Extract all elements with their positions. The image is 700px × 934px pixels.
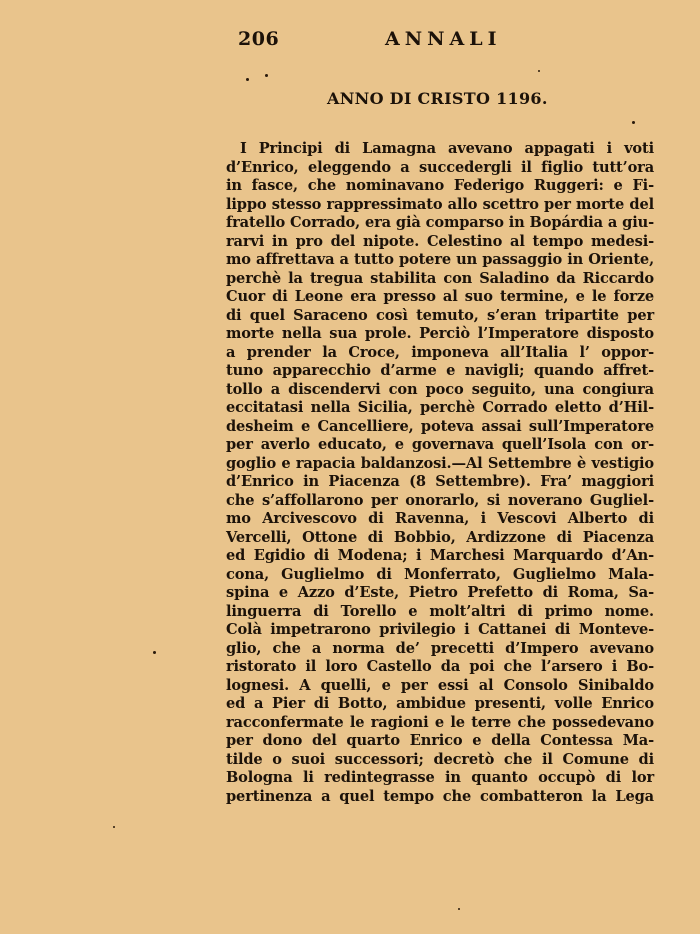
text-line: glio, che a norma de’ precetti d’Impero avevano: [226, 639, 654, 657]
text-line: goglio e rapacia baldanzosi.—Al Settembre è vestigio: [226, 454, 654, 472]
text-line: tuno apparecchio d’arme e navigli; quando affret-: [226, 362, 654, 379]
text-line: Vercelli, Ottone di Bobbio, Ardizzone di Piacenza: [226, 528, 654, 546]
text-line: ristorato il loro Castello da poi che l’arsero i Bo-: [226, 658, 654, 675]
text-line: Cuor di Leone era presso al suo termine, e le forze: [226, 288, 654, 305]
print-speck: [458, 908, 460, 910]
text-line: lippo stesso rappressimato allo scettro per morte del: [226, 195, 654, 213]
running-title: ANNALI: [385, 28, 502, 50]
text-line: mo affrettava a tutto potere un passaggio in Oriente,: [226, 251, 654, 268]
text-line: a prender la Croce, imponeva all’Italia l’ oppor-: [226, 343, 654, 361]
text-line: pertinenza a quel tempo che combatteron la Lega: [226, 787, 654, 805]
text-line: lognesi. A quelli, e per essi al Consolo Sinibaldo: [226, 676, 654, 694]
text-line: di quel Saraceno così temuto, s’eran tripartite per: [226, 306, 654, 324]
text-line: mo Arcivescovo di Ravenna, i Vescovi Alberto di: [226, 510, 654, 527]
print-speck: [113, 826, 115, 828]
text-line: eccitatasi nella Sicilia, perchè Corrado eletto d’Hil-: [226, 399, 654, 416]
body-paragraph: [226, 140, 654, 806]
text-line: per averlo educato, e governava quell’Isola con or-: [226, 436, 654, 453]
running-head: [0, 26, 700, 54]
print-speck: [246, 78, 249, 81]
text-line: per dono del quarto Enrico e della Contessa Ma-: [226, 732, 654, 749]
text-line: morte nella sua prole. Perciò l’Imperatore disposto: [226, 325, 654, 342]
text-line: fratello Corrado, era già comparso in Bopárdia a giu-: [226, 214, 654, 231]
text-line: Bologna li redintegrasse in quanto occupò di lor: [226, 769, 654, 786]
text-line: ed a Pier di Botto, ambidue presenti, volle Enrico: [226, 695, 654, 712]
text-line: tollo a discendervi con poco seguito, una congiura: [226, 380, 654, 398]
text-line: linguerra di Torello e molt’altri di primo nome.: [226, 602, 654, 620]
text-line: tilde o suoi successori; decretò che il Comune di: [226, 750, 654, 768]
text-line: racconfermate le ragioni e le terre che possedevano: [226, 713, 654, 731]
text-line: Colà impetrarono privilegio i Cattanei di Monteve-: [226, 621, 654, 638]
text-line: spina e Azzo d’Este, Pietro Prefetto di Roma, Sa-: [226, 584, 654, 601]
text-line: perchè la tregua stabilita con Saladino da Riccardo: [226, 269, 654, 287]
text-line: desheim e Cancelliere, poteva assai sull’Imperatore: [226, 417, 654, 435]
text-line: ed Egidio di Modena; i Marchesi Marquardo d’An-: [226, 547, 654, 564]
print-speck: [153, 651, 156, 654]
text-line: d’Enrico in Piacenza (8 Settembre). Fra’ maggiori: [226, 473, 654, 490]
text-line: rarvi in pro del nipote. Celestino al tempo medesi-: [226, 232, 654, 250]
text-line: I Principi di Lamagna avevano appagati i voti: [240, 140, 654, 157]
print-speck: [265, 74, 268, 77]
text-line: cona, Guglielmo di Monferrato, Guglielmo Mala-: [226, 565, 654, 583]
print-speck: [538, 70, 540, 72]
text-line: in fasce, che nominavano Federigo Ruggeri: e Fi-: [226, 177, 654, 194]
text-line: che s’affollarono per onorarlo, si noverano Gugliel-: [226, 491, 654, 509]
text-line: d’Enrico, eleggendo a succedergli il figlio tutt’ora: [226, 158, 654, 176]
page-number: 206: [238, 28, 280, 50]
year-heading: ANNO DI CRISTO 1196.: [327, 89, 548, 108]
print-speck: [632, 121, 635, 124]
